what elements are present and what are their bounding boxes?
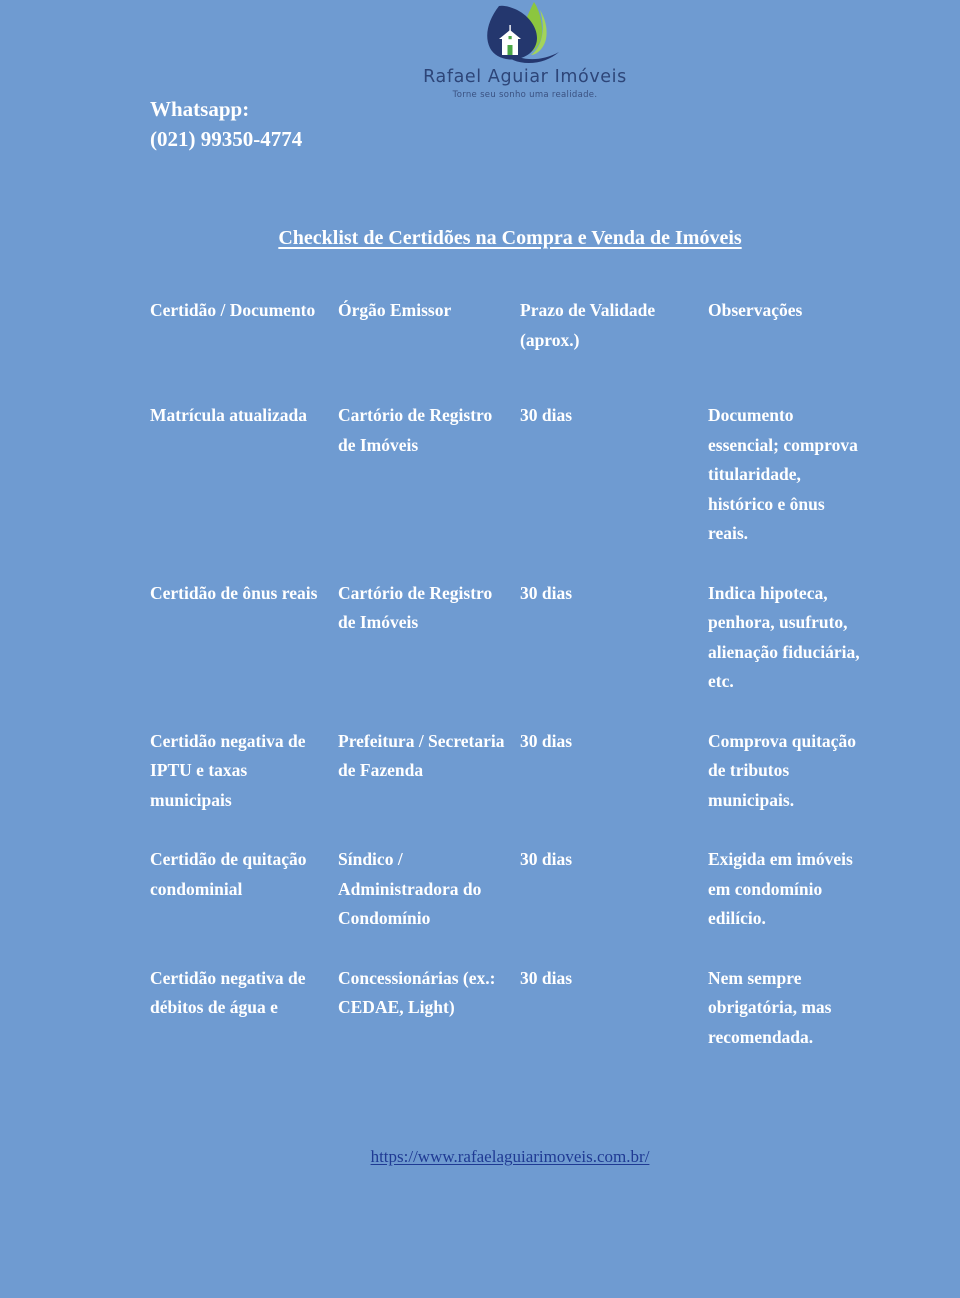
column-header-prazo-validade: Prazo de Validade (aprox.) xyxy=(520,300,656,350)
table-row xyxy=(150,579,880,727)
certidoes-table xyxy=(150,296,880,1052)
brand-logo xyxy=(400,0,650,112)
cell-prazo: 30 dias xyxy=(520,405,573,425)
cell-prazo: 30 dias xyxy=(520,582,573,603)
cell-observacoes: Comprova quitação de tributos municipais. xyxy=(708,730,856,810)
cell-observacoes: Indica hipoteca, penhora, usufruto, alienação fiduciária, etc. xyxy=(708,582,860,691)
cell-documento: Certidão negativa de IPTU e taxas municipais xyxy=(150,730,306,810)
cell-orgao: Concessionárias (ex.: CEDAE, Light) xyxy=(338,967,496,1017)
whatsapp-label: Whatsapp: xyxy=(150,97,250,121)
cell-orgao: Síndico / Administradora do Condomínio xyxy=(338,849,482,928)
table-row xyxy=(150,964,880,1053)
cell-orgao: Cartório de Registro de Imóveis xyxy=(338,582,493,632)
table-body xyxy=(150,401,880,1052)
cell-prazo: 30 dias xyxy=(520,849,573,869)
website-link[interactable]: https://www.rafaelaguiarimoveis.com.br/ xyxy=(370,1147,650,1166)
cell-documento: Certidão negativa de débitos de água e xyxy=(150,967,306,1017)
cell-observacoes: Documento essencial; comprova titularidade, histórico e ônus reais. xyxy=(708,405,858,543)
cell-orgao: Prefeitura / Secretaria de Fazenda xyxy=(338,730,505,780)
table-row xyxy=(150,845,880,964)
column-header-documento: Certidão / Documento xyxy=(150,300,316,320)
table-row xyxy=(150,727,880,846)
cell-observacoes: Nem sempre obrigatória, mas recomendada. xyxy=(708,967,832,1047)
cell-documento: Certidão de quitação condominial xyxy=(150,849,307,899)
cell-documento: Certidão de ônus reais xyxy=(150,582,318,603)
brand-name: Rafael Aguiar Imóveis xyxy=(423,67,627,87)
table-header-row xyxy=(150,296,880,401)
leaf-house-logo-icon xyxy=(477,0,573,66)
table-header xyxy=(150,296,880,401)
column-header-orgao-emissor: Órgão Emissor xyxy=(338,300,452,320)
whatsapp-number: (021) 99350-4774 xyxy=(150,127,303,151)
cell-prazo: 30 dias xyxy=(520,730,573,751)
cell-prazo: 30 dias xyxy=(520,967,573,988)
page-title xyxy=(150,224,870,252)
page-title-text: Checklist de Certidões na Compra e Venda de Imóveis xyxy=(278,227,742,249)
brand-tagline: Torne seu sonho uma realidade. xyxy=(452,90,598,100)
cell-observacoes: Exigida em imóveis em condomínio edilício. xyxy=(708,849,853,928)
cell-documento: Matrícula atualizada xyxy=(150,405,307,425)
contact-block xyxy=(150,94,302,154)
table-row xyxy=(150,401,880,579)
footer xyxy=(150,1145,870,1169)
column-header-observacoes: Observações xyxy=(708,300,803,320)
cell-orgao: Cartório de Registro de Imóveis xyxy=(338,405,493,455)
